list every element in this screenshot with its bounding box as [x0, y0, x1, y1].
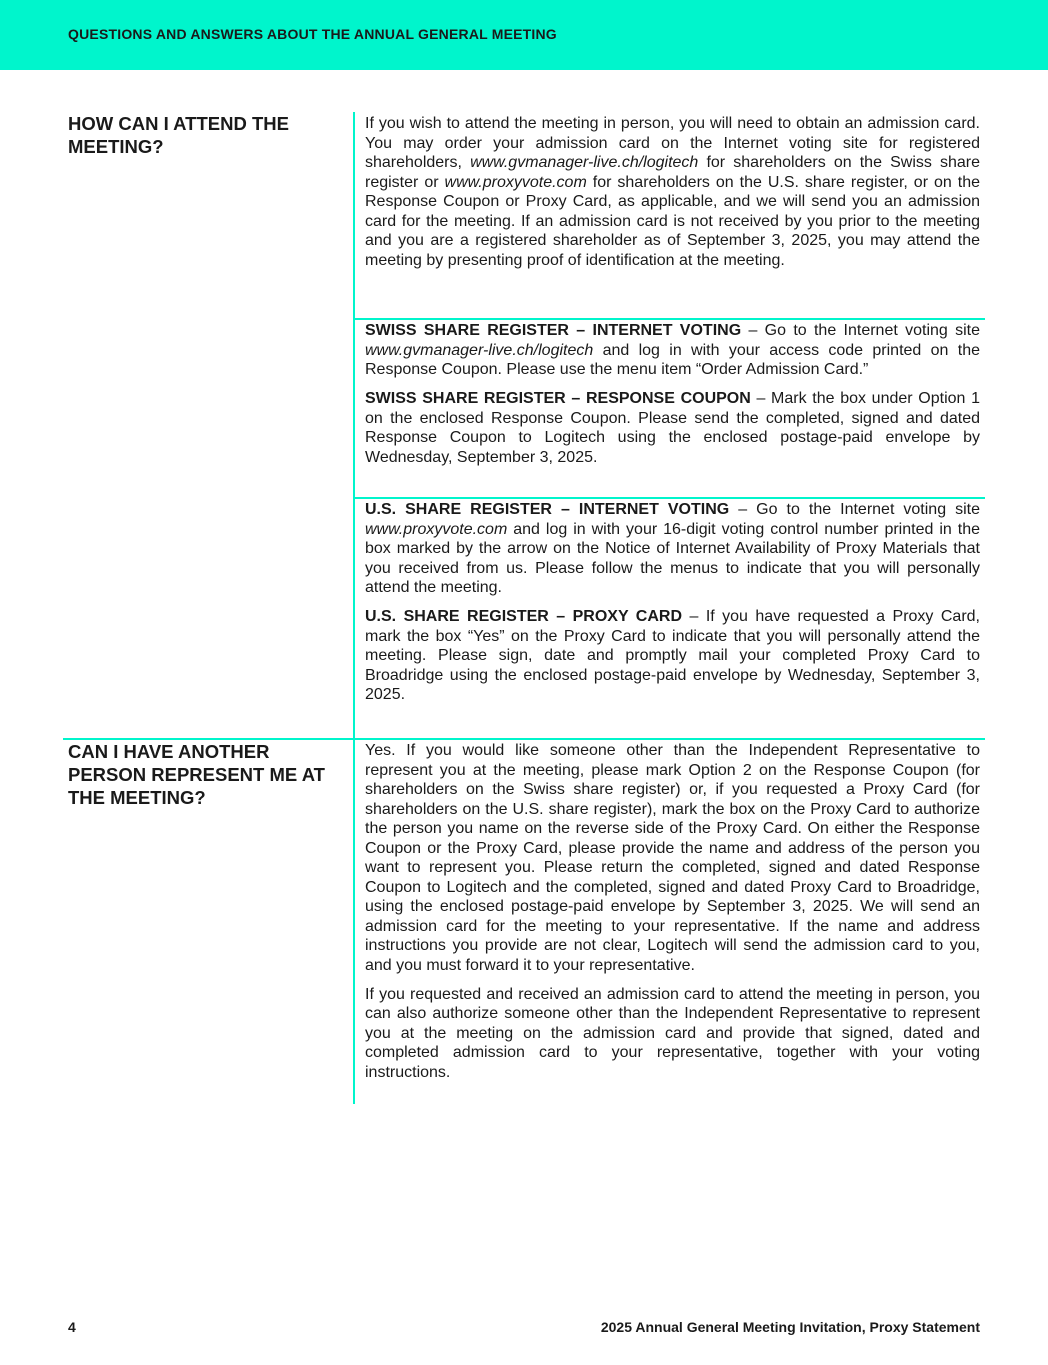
- us-internet-voting-heading: U.S. SHARE REGISTER – INTERNET VOTING: [365, 501, 730, 518]
- question-attend-meeting: HOW CAN I ATTEND THE MEETING?: [68, 113, 289, 157]
- proxyvote-link[interactable]: www.proxyvote.com: [365, 520, 508, 538]
- answer-us-register: [365, 500, 980, 714]
- proxyvote-link[interactable]: www.proxyvote.com: [444, 173, 587, 191]
- representative-paragraph-1: Yes. If you would like someone other than the Independent Representative to represent you at the meeting, please mark Option 2 on the Response Coupon (for shareholders on the Swiss share register) or, if you requested a Proxy Card (for shareholders on the U.S. share register), mark the box on the Proxy Card to authorize the person you name on the reverse side of the Proxy Card. On either the Response Coupon or the Proxy Card, please provide the name and address of the person you want to represent you. Please return the completed, signed and dated Response Coupon to Logitech and the completed, signed and dated Proxy Card to Broadridge, using the enclosed postage-paid envelope by September 3, 2025. We will send an admission card for the meeting to your representative. If the name and address instructions you provide are not clear, Logitech will send the admission card to you, and you must forward it to your representative.: [365, 742, 980, 974]
- answer-paragraph: If you wish to attend the meeting in person, you will need to obtain an admission card. You may order your admission card on the Internet voting site for registered shareholders, www.gvmanager-live.ch/logitech for shareholders on the Swiss share register or www.proxyvote.com for shareholders on the U.S. share register, or on the Response Coupon or Proxy Card, as applicable, and we will send you an admission card for the meeting. If an admission card is not received by you prior to the meeting and you are a registered shareholder as of September 3, 2025, you may attend the meeting by presenting proof of identification at the meeting.: [365, 115, 981, 269]
- gvmanager-link[interactable]: www.gvmanager-live.ch/logitech: [470, 154, 699, 171]
- header-band: [0, 0, 1048, 70]
- column-divider-q2: [353, 740, 355, 1104]
- answer-representative: [365, 741, 980, 1092]
- us-proxy-card-paragraph: U.S. SHARE REGISTER – PROXY CARD – If you have requested a Proxy Card, mark the box “Yes” on the Proxy Card to indicate that you will personally attend the meeting. Please sign, date and promptly mail your completed Proxy Card to Broadridge using the enclosed postage-paid envelope by Wednesday, September 3, 2025.: [365, 608, 980, 703]
- answer-swiss-register: [365, 321, 980, 477]
- section-divider: [355, 497, 985, 499]
- page-number: 4: [68, 1319, 76, 1335]
- page-header-title: QUESTIONS AND ANSWERS ABOUT THE ANNUAL GENERAL MEETING: [68, 26, 557, 42]
- representative-paragraph-2: If you requested and received an admission card to attend the meeting in person, you can also authorize someone other than the Independent Representative to represent you at the meeting on the admission card and provide that signed, dated and completed admission card to your representative, together with your voting instructions.: [365, 985, 980, 1081]
- swiss-internet-voting-paragraph: SWISS SHARE REGISTER – INTERNET VOTING – Go to the Internet voting site www.gvmanager-live.ch/logitech and log in with your access code printed on the Response Coupon. Please use the menu item “Order Admission Card.”: [365, 322, 981, 378]
- gvmanager-link[interactable]: www.gvmanager-live.ch/logitech: [365, 341, 594, 359]
- swiss-response-coupon-heading: SWISS SHARE REGISTER – RESPONSE COUPON: [365, 390, 751, 407]
- section-divider: [355, 318, 985, 320]
- us-internet-voting-paragraph: U.S. SHARE REGISTER – INTERNET VOTING – Go to the Internet voting site www.proxyvote.com and log in with your 16-digit voting control number printed in the box marked by the arrow on the Notice of Internet Availability of Proxy Materials that you received from us. Please follow the menus to indicate that you will personally attend the meeting.: [365, 501, 981, 596]
- us-proxy-card-heading: U.S. SHARE REGISTER – PROXY CARD: [365, 608, 683, 625]
- swiss-internet-voting-heading: SWISS SHARE REGISTER – INTERNET VOTING: [365, 322, 742, 339]
- column-divider-q1: [353, 112, 355, 738]
- footer-document-title: 2025 Annual General Meeting Invitation, Proxy Statement: [600, 1319, 980, 1335]
- swiss-response-coupon-paragraph: SWISS SHARE REGISTER – RESPONSE COUPON – Mark the box under Option 1 on the enclosed Response Coupon. Please send the completed, signed and dated Response Coupon to Logitech using the enclosed postage-paid envelope by Wednesday, September 3, 2025.: [365, 390, 980, 466]
- answer-attend-intro: [365, 114, 980, 280]
- question-representative: CAN I HAVE ANOTHER PERSON REPRESENT ME AT THE MEETING?: [68, 741, 325, 808]
